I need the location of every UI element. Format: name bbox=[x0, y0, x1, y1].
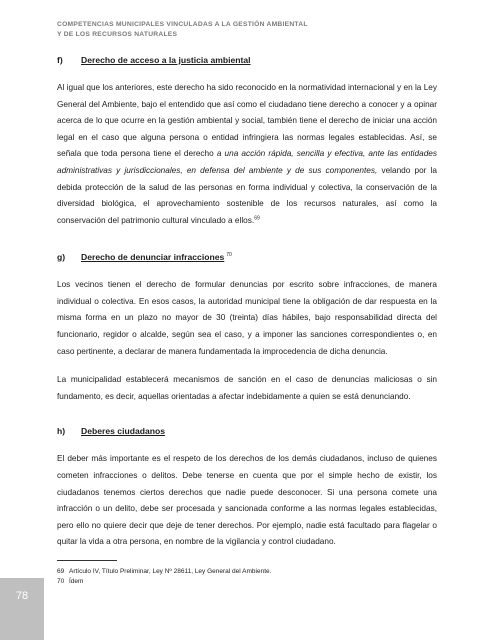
section-f-text-1: Al igual que los anteriores, este derecho ha sido reconocido en la normatividad internacional y en la Ley General del Ambiente, bajo el entendido que así como el ciudadano tiene derecho a conocer y a opinar acerca de lo que ocurre en la gestión ambiental y social, también tiene el derecho de iniciar una acción legal en el caso que alguna persona o entidad infringiera las normas legales establecidas. Así, se señala que toda persona tiene el derecho bbox=[57, 83, 437, 159]
footnote-number: 70 bbox=[57, 577, 65, 585]
section-g-paragraph-2: La municipalidad establecerá mecanismos de sanción en el caso de denuncias maliciosas o sin fundamento, es decir, aquellas orientadas a afectar indebidamente a quien se está denunciando. bbox=[57, 375, 437, 401]
section-g-heading bbox=[57, 249, 437, 263]
running-header bbox=[57, 20, 457, 40]
footnote-text: Artículo IV, Título Preliminar, Ley Nº 28611, Ley General del Ambiente. bbox=[69, 568, 272, 575]
section-f-heading bbox=[57, 54, 437, 66]
footnote-ref-70[interactable]: 70 bbox=[226, 252, 232, 259]
running-header-line-1: COMPETENCIAS MUNICIPALES VINCULADAS A LA GESTIÓN AMBIENTAL bbox=[57, 21, 308, 28]
footnote-text: Ídem bbox=[69, 577, 84, 585]
section-f-title: Derecho de acceso a la justicia ambiental bbox=[81, 55, 251, 65]
footnote-69 bbox=[57, 567, 437, 577]
section-g-paragraph-1: Los vecinos tienen el derecho de formular denuncias por escrito sobre infracciones, de manera individual o colectiva. En esos casos, la autoridad municipal tiene la obligación de dar respuesta en la misma forma en un plazo no mayor de 30 (treinta) días hábiles, bajo responsabilidad directa del funcionario, regidor o alcalde, según sea el caso, y a imponer las sanciones correspondientes o, en caso pertinente, a declarar de manera fundamentada la improcedencia de dicha denuncia. bbox=[57, 280, 437, 356]
section-g-letter: g) bbox=[57, 252, 66, 263]
section-f-text-2: velando por la debida protección de la salud de las personas en forma individual y colectiva, la conservación de la diversidad biológica, el aprovechamiento sostenible de los recursos naturales, así como la conservación del patrimonio cultural vinculado a ellos. bbox=[57, 165, 438, 225]
section-h-paragraph: El deber más importante es el respeto de los derechos de los demás ciudadanos, incluso de quienes cometen infracciones o delitos. Debe tenerse en cuenta que por el simple hecho de existir, los ciudadanos tenemos ciertos derechos que nadie puede desconocer. Si una persona comete una infracción o un delito, debe ser procesada y sancionada conforme a las normas legales establecidas, pero ello no quiere decir que deje de tener derechos. Por ejemplo, nadie está facultado para flagelar o quitar la vida a otra persona, en nombre de la vigilancia y control ciudadano. bbox=[57, 454, 437, 547]
footnotes bbox=[57, 560, 437, 586]
running-header-line-2: Y DE LOS RECURSOS NATURALES bbox=[57, 31, 178, 38]
footnote-number: 69 bbox=[57, 568, 65, 575]
section-f-letter: f) bbox=[57, 55, 63, 65]
section-h-letter: h) bbox=[57, 426, 66, 437]
page-number-tab bbox=[0, 578, 44, 640]
section-f-emphasis: a una acción rápida, sencilla y efectiva, ante las entidades administrativas y jurisdiccionales, en defensa del ambiente y de sus componentes, bbox=[57, 149, 437, 175]
page-body bbox=[57, 54, 437, 551]
footnote-70 bbox=[57, 577, 437, 587]
page-number: 78 bbox=[15, 590, 29, 602]
footnote-ref-69[interactable]: 69 bbox=[254, 215, 260, 221]
section-g-title: Derecho de denunciar infracciones bbox=[81, 252, 225, 263]
section-h-title: Deberes ciudadanos bbox=[81, 426, 166, 437]
footnote-divider bbox=[57, 560, 117, 561]
section-f-paragraph bbox=[57, 80, 437, 229]
section-h-heading bbox=[57, 425, 437, 437]
